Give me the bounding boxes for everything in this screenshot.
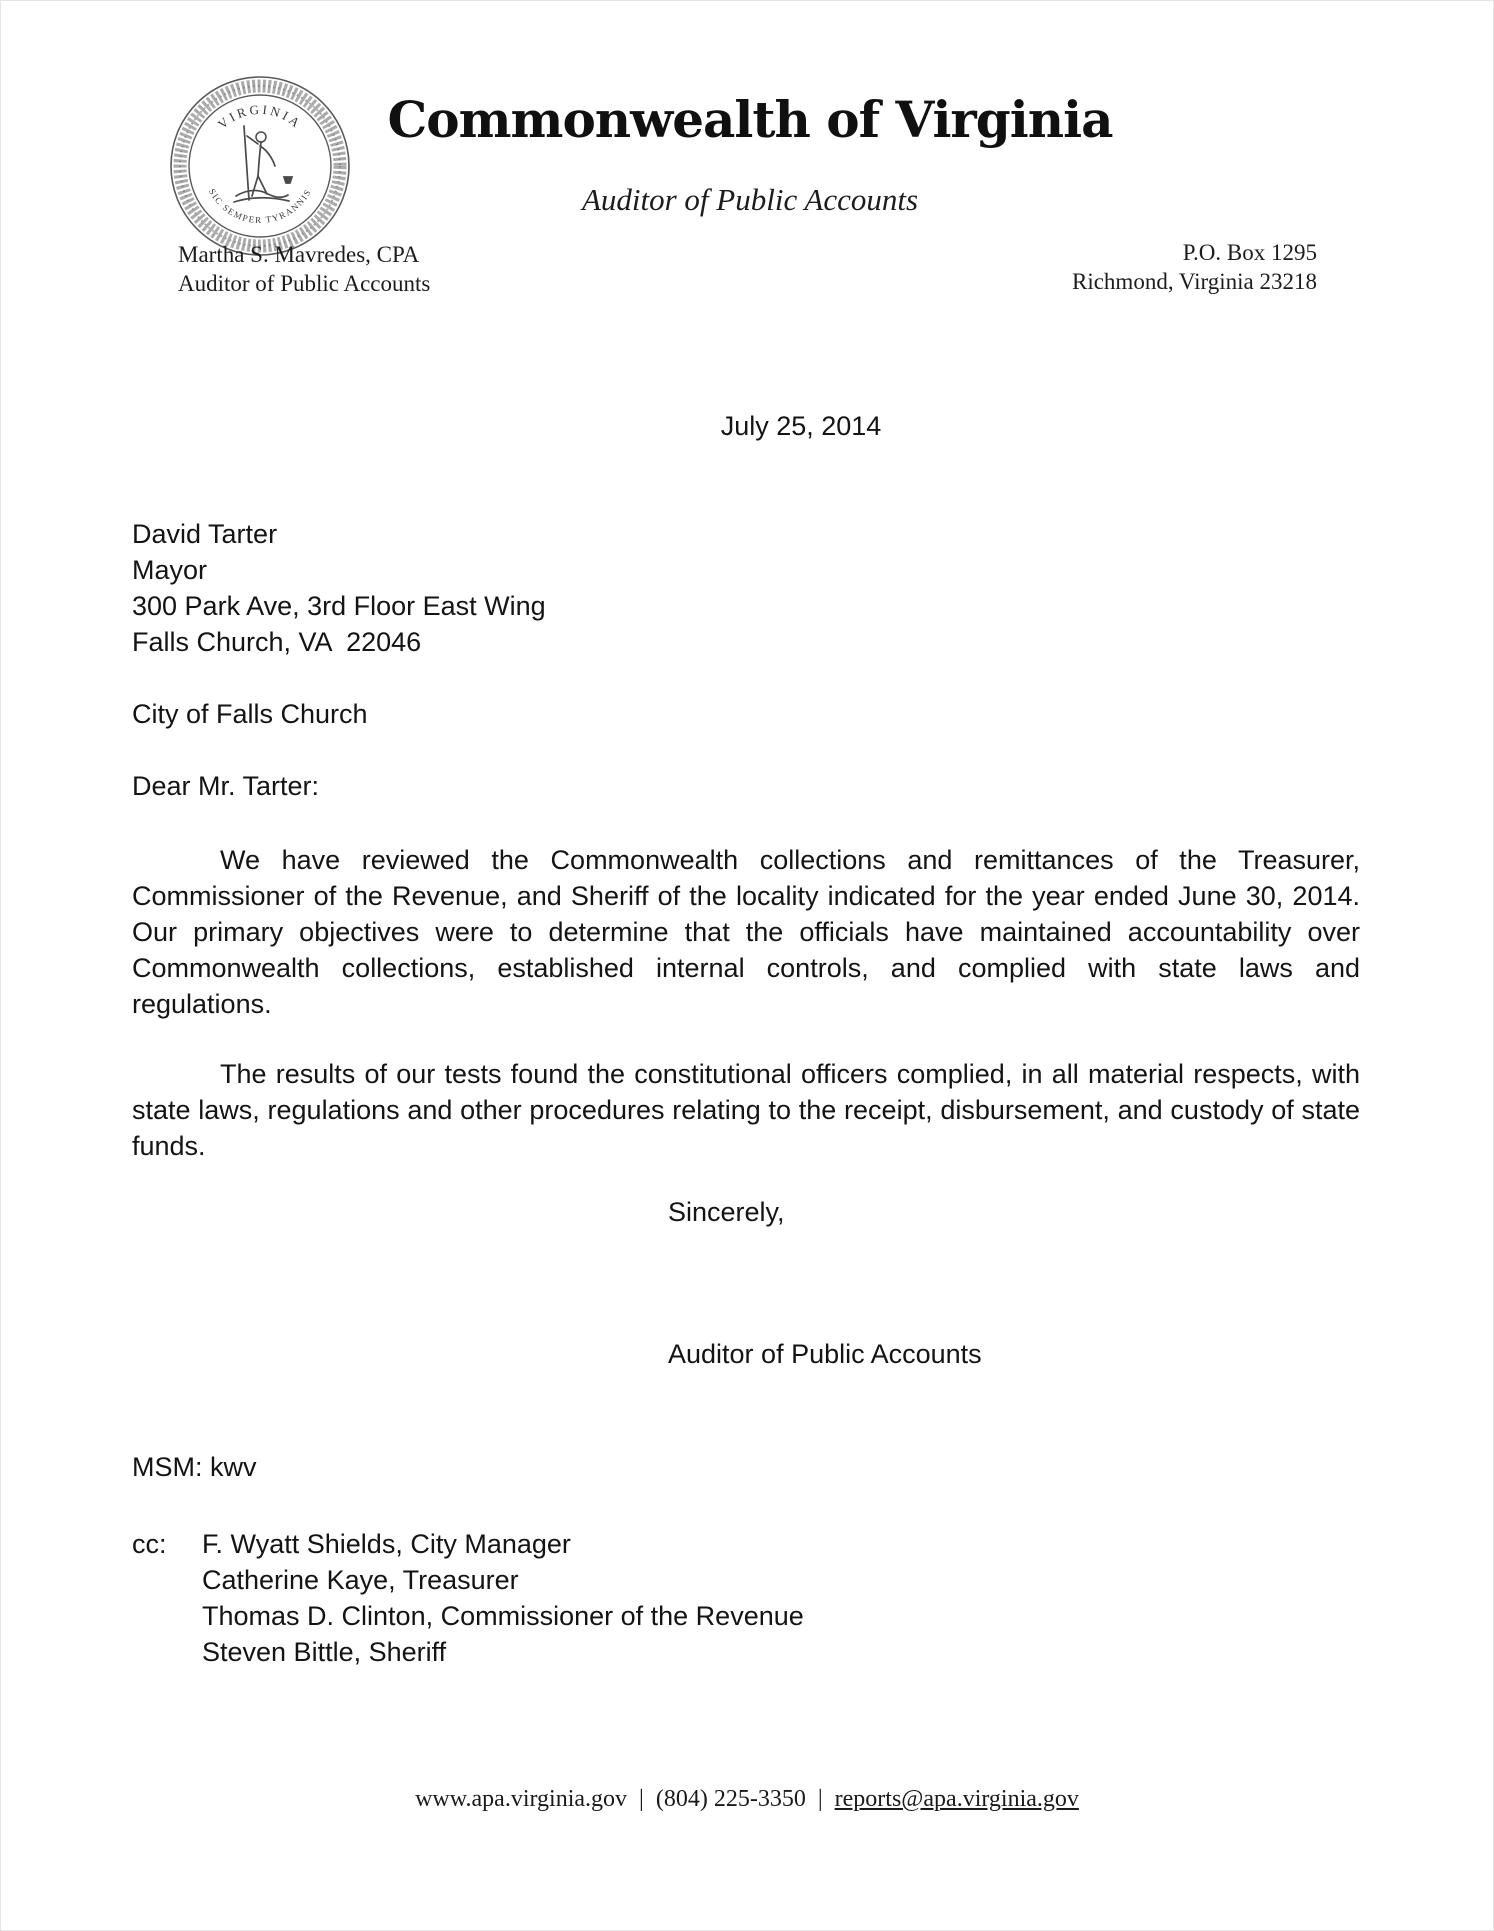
virginia-state-seal: [168, 74, 352, 258]
seal-text-motto: SIC SEMPER TYRANNIS: [206, 186, 314, 226]
cc-recipient: Steven Bittle, Sheriff: [202, 1637, 447, 1667]
official-title: Auditor of Public Accounts: [178, 271, 431, 296]
locality-line: City of Falls Church: [132, 699, 368, 729]
city-state-zip: Richmond, Virginia 23218: [1071, 269, 1317, 294]
svg-text:SIC SEMPER TYRANNIS: [207, 187, 313, 225]
seal-text-virginia: VIRGINIA: [214, 101, 306, 132]
cc-label: cc:: [132, 1529, 167, 1559]
cc-recipient: Thomas D. Clinton, Commissioner of the Revenue: [202, 1601, 804, 1631]
recipient-address-block: [132, 516, 1360, 660]
signature-title: Auditor of Public Accounts: [668, 1339, 982, 1369]
footer-separator: |: [639, 1786, 644, 1812]
footer-phone: (804) 225-3350: [655, 1786, 806, 1812]
letter-date: July 25, 2014: [720, 411, 882, 441]
cc-recipient: F. Wyatt Shields, City Manager: [202, 1529, 571, 1559]
cc-block: [132, 1526, 1360, 1670]
letter-body: [132, 400, 1360, 1670]
official-block: [178, 240, 430, 298]
footer-website: www.apa.virginia.gov: [415, 1786, 628, 1812]
closing: Sincerely,: [668, 1197, 785, 1227]
body-paragraph: The results of our tests found the constitutional officers complied, in all material respects, with state laws, regulations and other procedures relating to the receipt, disbursement, and custody of state funds.: [132, 1059, 1360, 1161]
recipient-title: Mayor: [132, 555, 208, 585]
org-title: Commonwealth of Virginia: [387, 90, 1113, 149]
salutation: Dear Mr. Tarter:: [132, 771, 320, 801]
official-name: Martha S. Mavredes, CPA: [178, 242, 420, 267]
cc-recipient: Catherine Kaye, Treasurer: [202, 1565, 519, 1595]
virginia-state-seal-graphic: [168, 74, 352, 258]
cc-list: [202, 1526, 1360, 1670]
po-box: P.O. Box 1295: [1182, 240, 1317, 265]
recipient-street: 300 Park Ave, 3rd Floor East Wing: [132, 591, 546, 621]
return-address: [1072, 238, 1317, 296]
recipient-name: David Tarter: [132, 519, 278, 549]
seal-figure: [234, 126, 292, 202]
reference-initials: MSM: kwv: [132, 1452, 257, 1482]
body-paragraph: We have reviewed the Commonwealth collections and remittances of the Treasurer, Commissioner of the Revenue, and Sheriff of the locality indicated for the year ended June 30, 2014. Our primary objectives were to determine that the officials have maintained accountability over Commonwealth collections, established internal controls, and complied with state laws and regulations.: [132, 845, 1360, 1019]
footer-contact-line: [0, 1786, 1494, 1813]
footer-email-link[interactable]: reports@apa.virginia.gov: [834, 1786, 1079, 1812]
org-subtitle: Auditor of Public Accounts: [581, 182, 919, 217]
footer-separator: |: [817, 1786, 823, 1812]
svg-text:VIRGINIA: [215, 102, 305, 132]
recipient-city-state-zip: Falls Church, VA 22046: [132, 627, 422, 657]
